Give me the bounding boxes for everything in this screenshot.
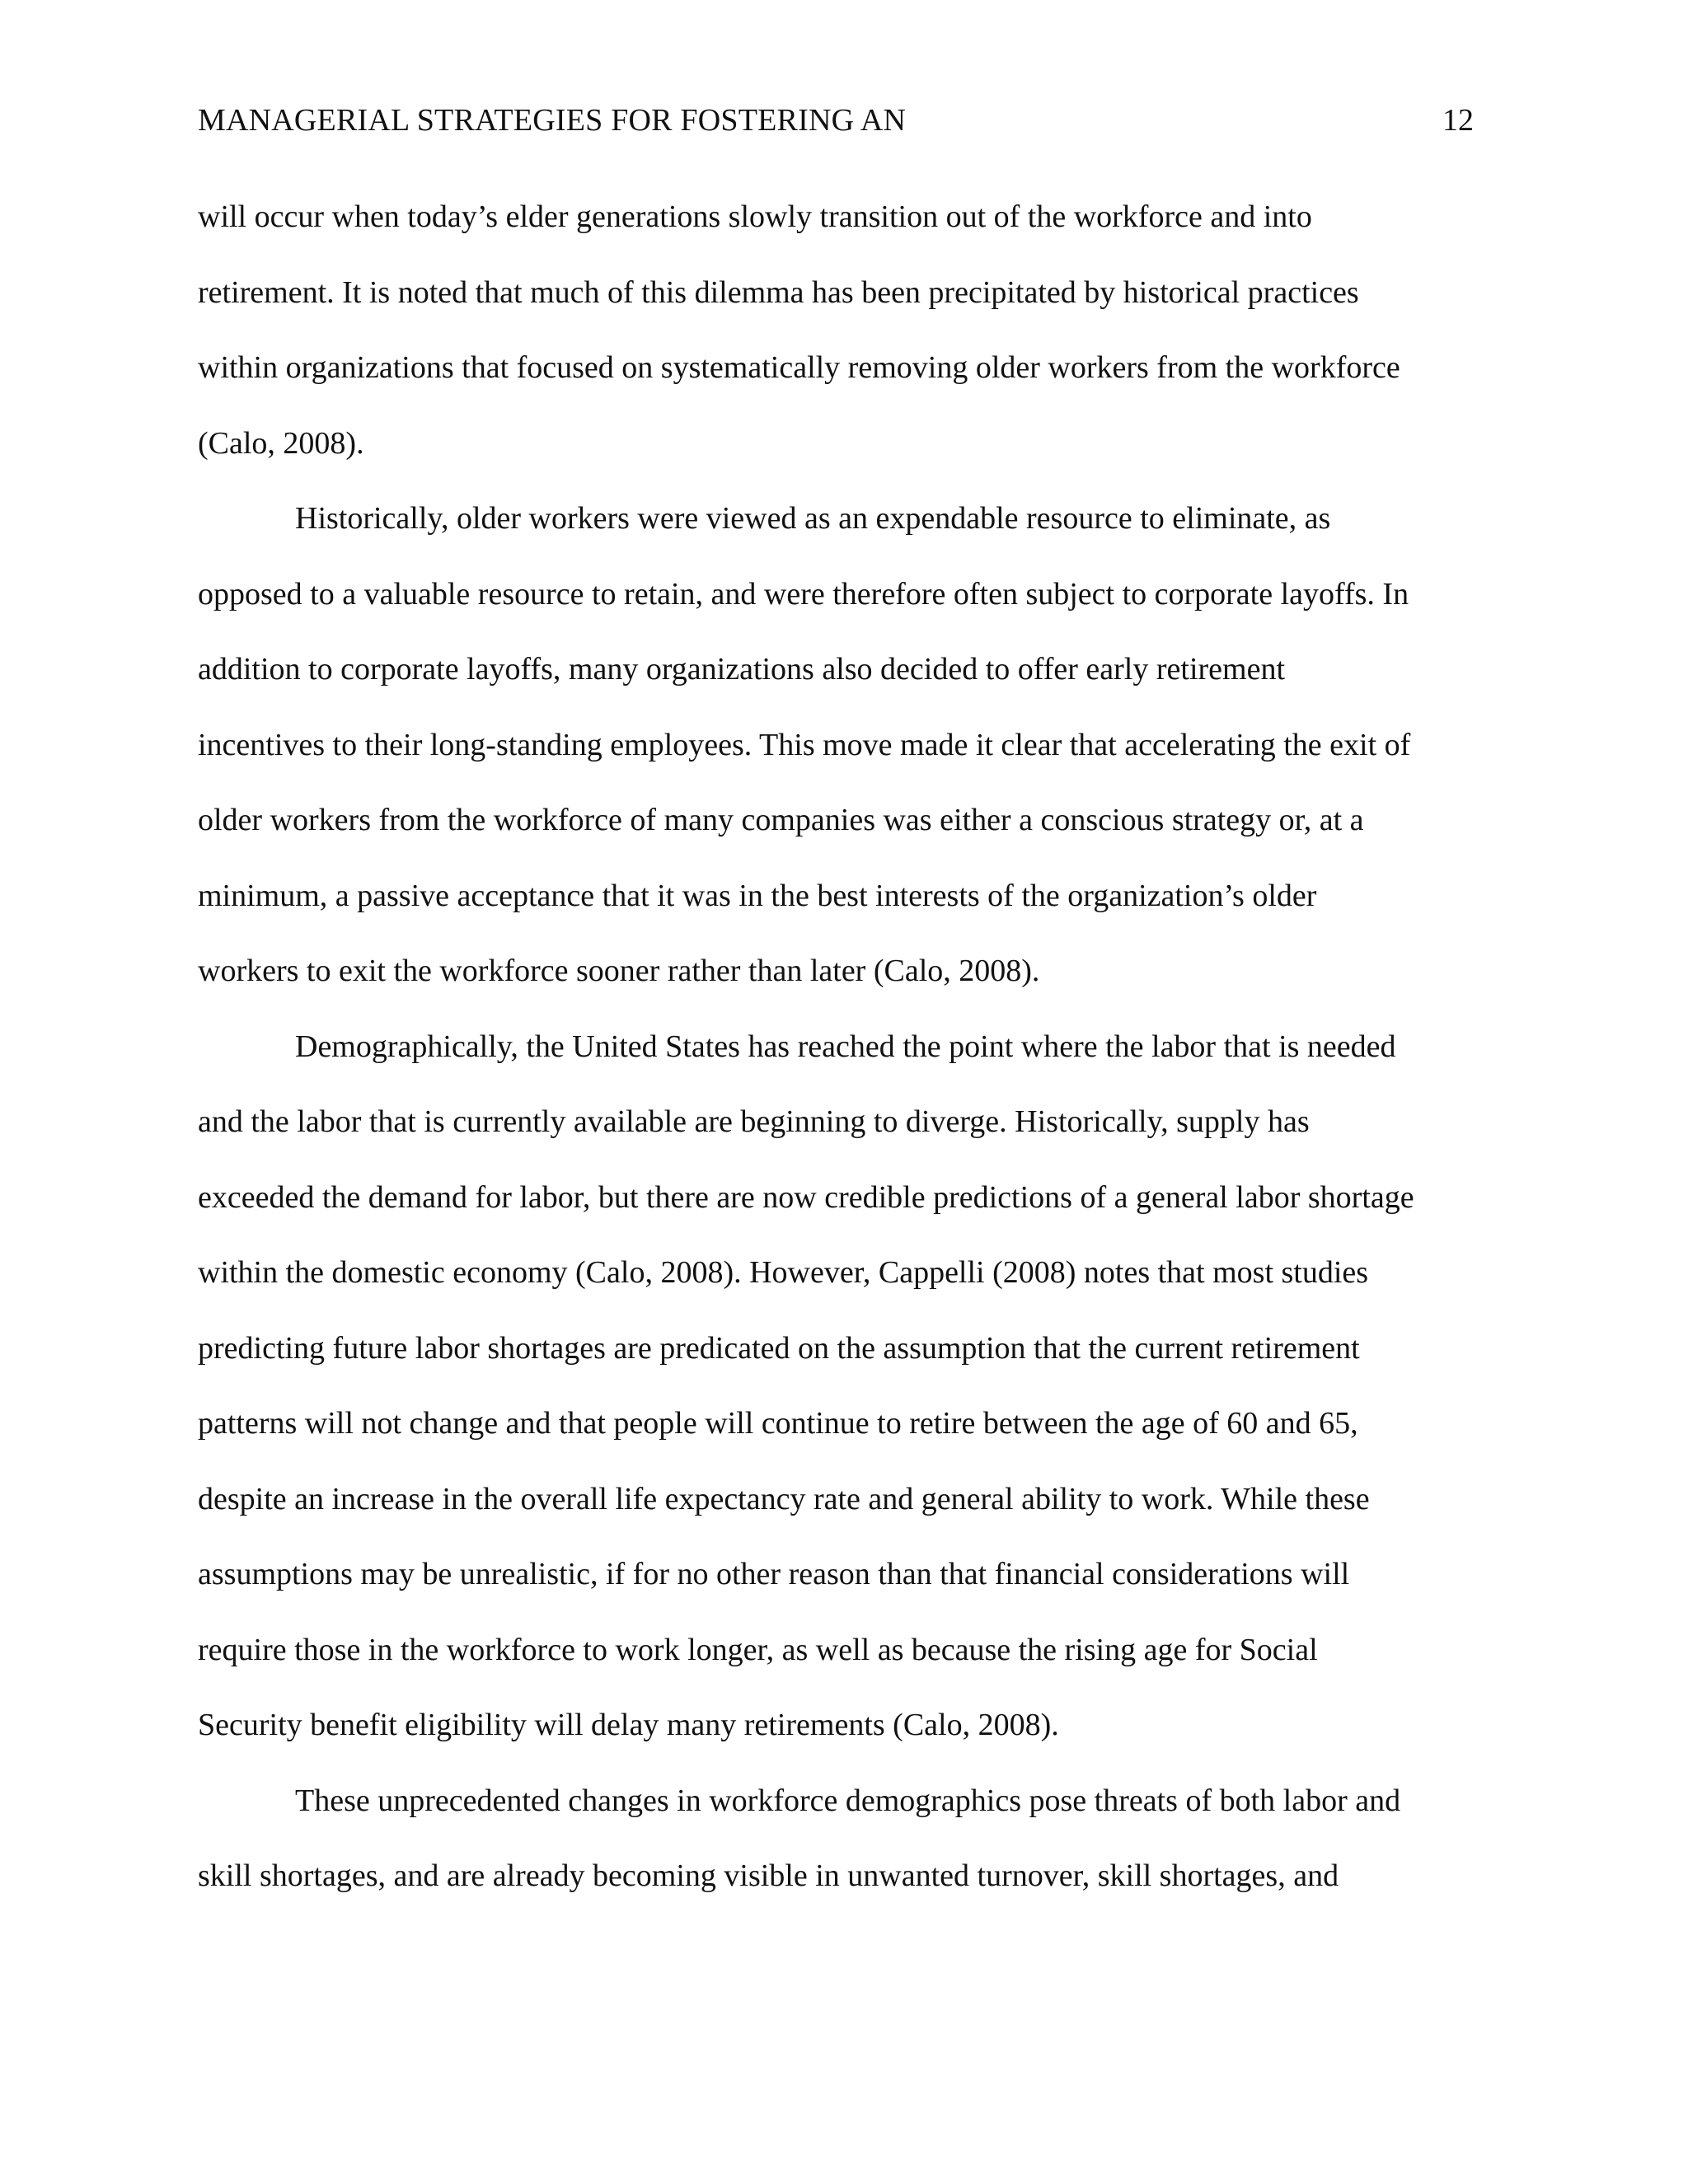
text-line: workers to exit the workforce sooner rather than later (Calo, 2008). [198, 954, 1040, 988]
text-line: These unprecedented changes in workforce demographics pose threats of both labor and [295, 1783, 1401, 1818]
text-line: retirement. It is noted that much of this dilemma has been precipitated by historical practices [198, 274, 1359, 310]
text-line: Demographically, the United States has reached the point where the labor that is needed [295, 1029, 1396, 1064]
text-line: require those in the workforce to work longer, as well as because the rising age for Social [198, 1632, 1318, 1667]
running-head-title: MANAGERIAL STRATEGIES FOR FOSTERING AN [198, 103, 907, 138]
text-line: minimum, a passive acceptance that it was in the best interests of the organization’s older [198, 878, 1317, 913]
text-line: Historically, older workers were viewed as an expendable resource to eliminate, as [295, 501, 1331, 536]
text-line: Security benefit eligibility will delay many retirements (Calo, 2008). [198, 1708, 1059, 1742]
text-line: skill shortages, and are already becoming visible in unwanted turnover, skill shortages, and [198, 1858, 1339, 1893]
text-line: will occur when today’s elder generations slowly transition out of the workforce and into [198, 199, 1312, 234]
text-line: opposed to a valuable resource to retain, and were therefore often subject to corporate layoffs. In [198, 576, 1409, 612]
running-head [198, 99, 1474, 142]
page-number: 12 [1442, 103, 1474, 138]
text-line: exceeded the demand for labor, but there are now credible predictions of a general labor shortage [198, 1179, 1414, 1215]
text-line: predicting future labor shortages are predicated on the assumption that the current retirement [198, 1330, 1360, 1366]
text-line: patterns will not change and that people will continue to retire between the age of 60 and 65, [198, 1406, 1358, 1441]
text-line: incentives to their long-standing employees. This move made it clear that accelerating the exit of [198, 727, 1411, 762]
text-line: despite an increase in the overall life expectancy rate and general ability to work. While these [198, 1481, 1370, 1516]
text-line: (Calo, 2008). [198, 425, 364, 461]
text-line: assumptions may be unrealistic, if for no other reason than that financial considerations will [198, 1557, 1350, 1591]
body-text [198, 191, 1474, 1926]
text-line: addition to corporate layoffs, many organizations also decided to offer early retirement [198, 652, 1285, 687]
text-line: within the domestic economy (Calo, 2008). However, Cappelli (2008) notes that most studies [198, 1255, 1369, 1290]
text-line: older workers from the workforce of many companies was either a conscious strategy or, at a [198, 803, 1364, 837]
text-line: and the labor that is currently available are beginning to diverge. Historically, supply has [198, 1104, 1310, 1139]
text-line: within organizations that focused on systematically removing older workers from the workforce [198, 350, 1400, 385]
